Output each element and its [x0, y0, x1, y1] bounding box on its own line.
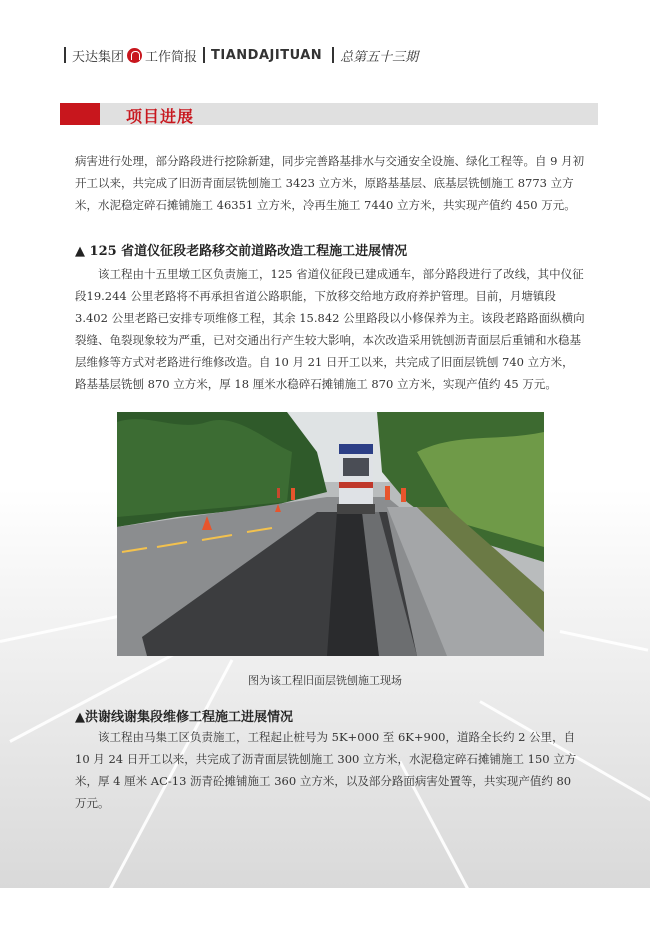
background-road-line: [0, 615, 118, 643]
project1-paragraph: 该工程由十五里墩工区负责施工，125 省道仪征段已建成通车，部分路段进行了改线，其中仪征段19.244 公里老路将不再承担省道公路职能，下放移交给地方政府养护管理。目前，月塘镇段 3.402 公里老路已安排专项维修工程，其余 15.842 公里路段以小修保养为主。该段老路路面纵横向裂缝、龟裂现象较为严重，已对交通出行产生较大影响，本次改造采用铣刨沥青面层后重铺和水稳基层维修等方式对老路进行维修改造。自 10 月 21 日开工以来，共完成了旧面层铣刨 740 立方米，路基基层铣刨 870 立方米，厚 18 厘米水稳碎石摊铺施工 870 立方米，实现产值约 45 万元。: [75, 267, 585, 391]
project2-heading: ▲洪谢线谢集段维修工程施工进展情况: [75, 710, 293, 725]
header-divider: [203, 47, 205, 63]
intro-paragraph: 病害进行处理，部分路段进行挖除新建，同步完善路基排水与交通安全设施、绿化工程等。自 9 月初开工以来，共完成了旧沥青面层铣刨施工 3423 立方米，原路基基层、底基层铣刨施工 8773 立方米，水泥稳定碎石摊铺施工 46351 立方米，冷再生施工 7440 立方米，共实现产值约 450 万元。: [75, 154, 585, 212]
section-title: 项目进展: [126, 107, 195, 126]
issue-number: 总第五十三期: [340, 49, 419, 65]
page-header: [58, 40, 418, 70]
project1-heading: ▲ 125 省道仪征段老路移交前道路改造工程施工进展情况: [75, 244, 408, 259]
header-divider: [64, 47, 66, 63]
header-divider: [332, 47, 334, 63]
brand-name: TIANDAJITUAN: [211, 47, 323, 63]
construction-photo: [117, 412, 544, 656]
background-road-line: [560, 630, 649, 652]
company-name: 天达集团: [72, 49, 125, 65]
publication-name: 工作简报: [145, 49, 198, 65]
tianda-logo-icon: [127, 48, 142, 63]
section-accent-block: [60, 103, 100, 125]
project2-paragraph: 该工程由马集工区负责施工，工程起止桩号为 5K+000 至 6K+900，道路全长约 2 公里，自 10 月 24 日开工以来，共完成了沥青面层铣刨施工 300 立方米，水泥稳定碎石摊铺施工 150 立方米，厚 4 厘米 AC-13 沥青砼摊铺施工 360 立方米，以及部分路面病害处置等，共实现产值约 80 万元。: [75, 730, 577, 810]
photo-caption: 图为该工程旧面层铣刨施工现场: [248, 674, 402, 687]
section-title-bar: [60, 103, 598, 125]
